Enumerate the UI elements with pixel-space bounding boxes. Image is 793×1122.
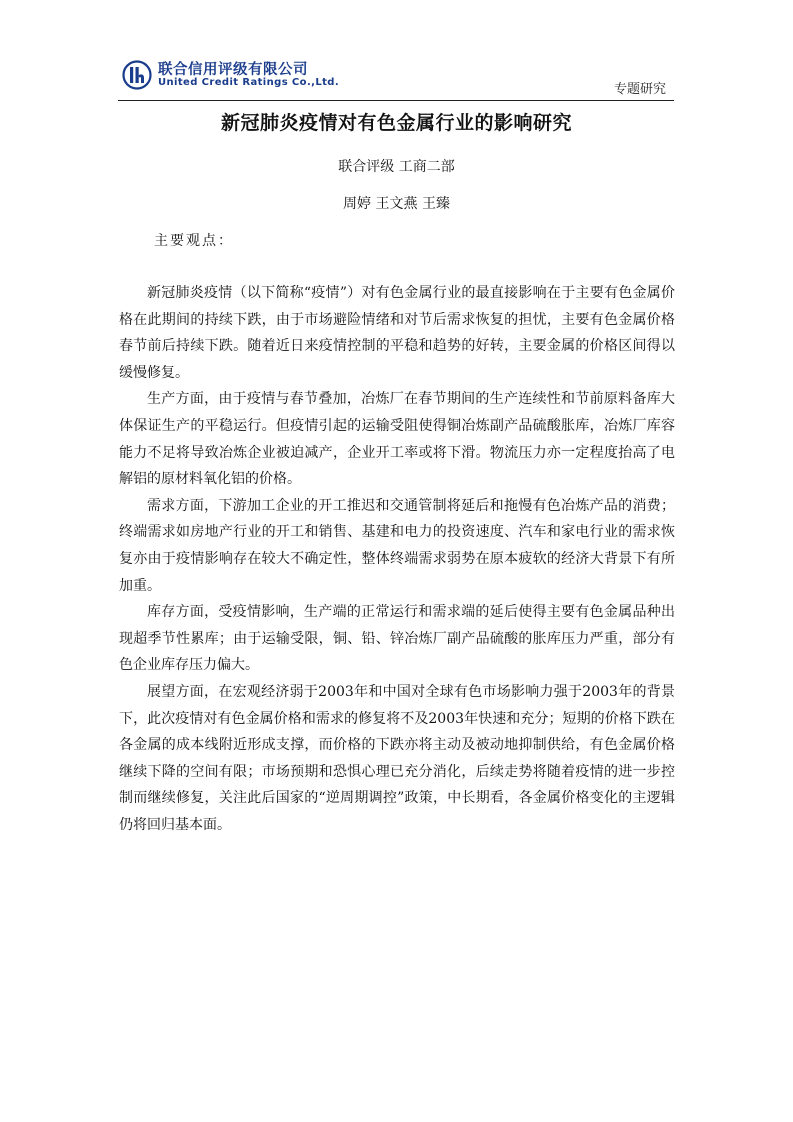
department: 联合评级 工商二部 [338, 159, 455, 175]
authors: 周婷 王文燕 王臻 [343, 196, 450, 212]
page-title: 新冠肺炎疫情对有色金属行业的影响研究 [220, 112, 572, 134]
body-text [119, 280, 675, 838]
company-name-cn: 联合信用评级有限公司 [158, 62, 308, 78]
page-header [118, 56, 674, 101]
main-points-heading: 主要观点： [154, 233, 234, 249]
paragraph-demand: 需求方面，下游加工企业的开工推迟和交通管制将延后和拖慢有色冶炼产品的消费；终端需求如房地产行业的开工和销售、基建和电力的投资速度、汽车和家电行业的需求恢复亦由于疫情影响存在较大不确定性，整体终端需求弱势在原本疲软的经济大背景下有所加重。 [119, 497, 675, 594]
company-name-en: United Credit Ratings Co.,Ltd. [158, 77, 340, 88]
paragraph-production: 生产方面，由于疫情与春节叠加，冶炼厂在春节期间的生产连续性和节前原料备库大体保证生产的平稳运行。但疫情引起的运输受阻使得铜冶炼副产品硫酸胀库，冶炼厂库容能力不足将导致冶炼企业被迫减产，企业开工率或将下滑。物流压力亦一定程度抬高了电解铝的原材料氧化铝的价格。 [119, 391, 675, 488]
section-tag: 专题研究 [613, 82, 666, 97]
paragraph-outlook: 展望方面，在宏观经济弱于2003年和中国对全球有色市场影响力强于2003年的背景下，此次疫情对有色金属价格和需求的修复将不及2003年快速和充分；短期的价格下跌在各金属的成本线附近形成支撑，而价格的下跌亦将主动及被动地抑制供给，有色金属价格继续下降的空间有限；市场预期和恐惧心理已充分消化，后续走势将随着疫情的进一步控制而继续修复，关注此后国家的“逆周期调控”政策，中长期看，各金属价格变化的主逻辑仍将回归基本面。 [119, 683, 675, 833]
paragraph-inventory: 库存方面，受疫情影响，生产端的正常运行和需求端的延后使得主要有色金属品种出现超季节性累库；由于运输受限，铜、铅、锌冶炼厂副产品硫酸的胀库压力严重，部分有色企业库存压力偏大。 [119, 604, 675, 674]
ucr-logo-icon [122, 60, 152, 90]
paragraph-summary: 新冠肺炎疫情（以下简称“疫情”）对有色金属行业的最直接影响在于主要有色金属价格在此期间的持续下跌，由于市场避险情绪和对节后需求恢复的担忧，主要有色金属价格春节前后持续下跌。随着近日来疫情控制的平稳和趋势的好转，主要金属的价格区间得以缓慢修复。 [119, 285, 675, 381]
